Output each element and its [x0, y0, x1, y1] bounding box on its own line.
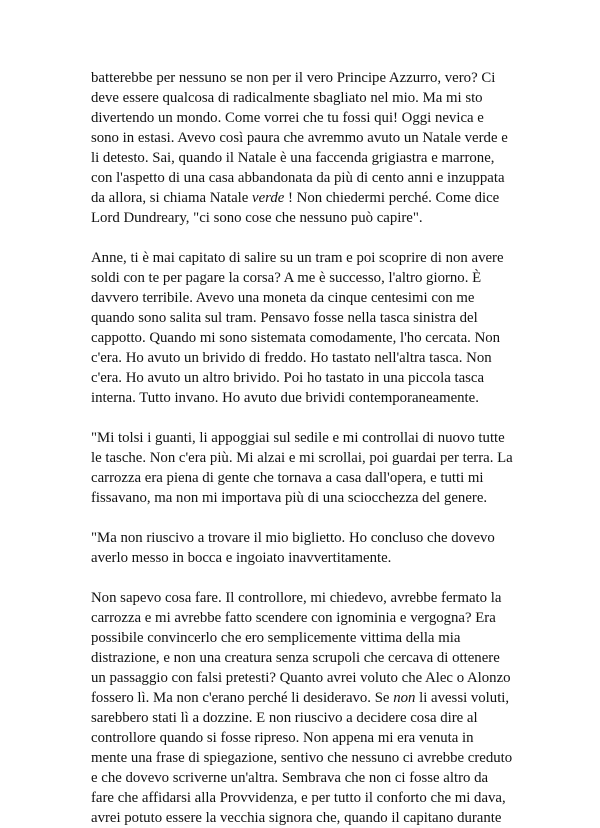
text-run: Anne, ti è mai capitato di salire su un tram e poi scoprire di non avere soldi con te per pagare la corsa? A me è successo, l'altro giorno. È davvero terribile. Avevo una moneta da cinque centesimi con me quando sono salita sul tram. Pensavo fosse nella tasca sinistra del cappotto. Quando mi sono sistemata comodamente, l'ho cercata. Non c'era. Ho avuto un brivido di freddo. Ho tastato nell'altra tasca. Non c'era. Ho avuto un altro brivido. Poi ho tastato in una piccola tasca interna. Tutto invano. Ho avuto due brividi contemporaneamente.: [91, 250, 504, 406]
text-run: li avessi voluti, sarebbero stati lì a dozzine. E non riuscivo a decidere cosa dire al controllore quando si fosse ripreso. Non appena mi era venuta in mente una frase di spiegazione, sentivo che nessuno ci avrebbe creduto e che dovevo scriverne un'altra. Sembrava che non ci fosse altro da fare che affidarsi alla Provvidenza, e per tutto il conforto che mi dava, avrei potuto essere la vecchia signora che, quando il capitano durante: [91, 690, 513, 826]
paragraph-4: [91, 528, 521, 568]
paragraph-1: [91, 68, 521, 228]
paragraph-3: [91, 428, 521, 508]
italic-word: verde: [252, 190, 285, 206]
text-run: "Mi tolsi i guanti, li appoggiai sul sedile e mi controllai di nuovo tutte le tasche. Non c'era più. Mi alzai e mi scrollai, poi guardai per terra. La carrozza era piena di gente che tornava a casa dall'opera, e tutti mi fissavano, ma non mi importava più di una sciocchezza del genere.: [91, 430, 513, 506]
document-page: [91, 68, 521, 828]
paragraph-5: [91, 588, 521, 828]
text-run: "Ma non riuscivo a trovare il mio biglietto. Ho concluso che dovevo averlo messo in bocca e ingoiato inavvertitamente.: [91, 530, 495, 566]
text-run: ! Non chiedermi perché. Come dice Lord Dundreary, "ci sono cose che nessuno può capire".: [91, 190, 500, 226]
text-run: Non sapevo cosa fare. Il controllore, mi chiedevo, avrebbe fermato la carrozza e mi avrebbe fatto scendere con ignominia e vergogna? Era possibile convincerlo che ero semplicemente vittima della mia distrazione, e non una creatura senza scrupoli che cercava di ottenere un passaggio con falsi pretesti? Quanto avrei voluto che Alec o Alonzo fossero lì. Ma non c'erano perché li desideravo. Se: [91, 590, 511, 706]
paragraph-2: [91, 248, 521, 408]
text-run: batterebbe per nessuno se non per il vero Principe Azzurro, vero? Ci deve essere qualcosa di radicalmente sbagliato nel mio. Ma mi sto divertendo un mondo. Come vorrei che tu fossi qui! Oggi nevica e sono in estasi. Avevo così paura che avremmo avuto un Natale verde e li detesto. Sai, quando il Natale è una faccenda grigiastra e marrone, con l'aspetto di una casa abbandonata da più di cento anni e inzuppata da allora, si chiama Natale: [91, 70, 508, 206]
italic-word: non: [393, 690, 416, 706]
